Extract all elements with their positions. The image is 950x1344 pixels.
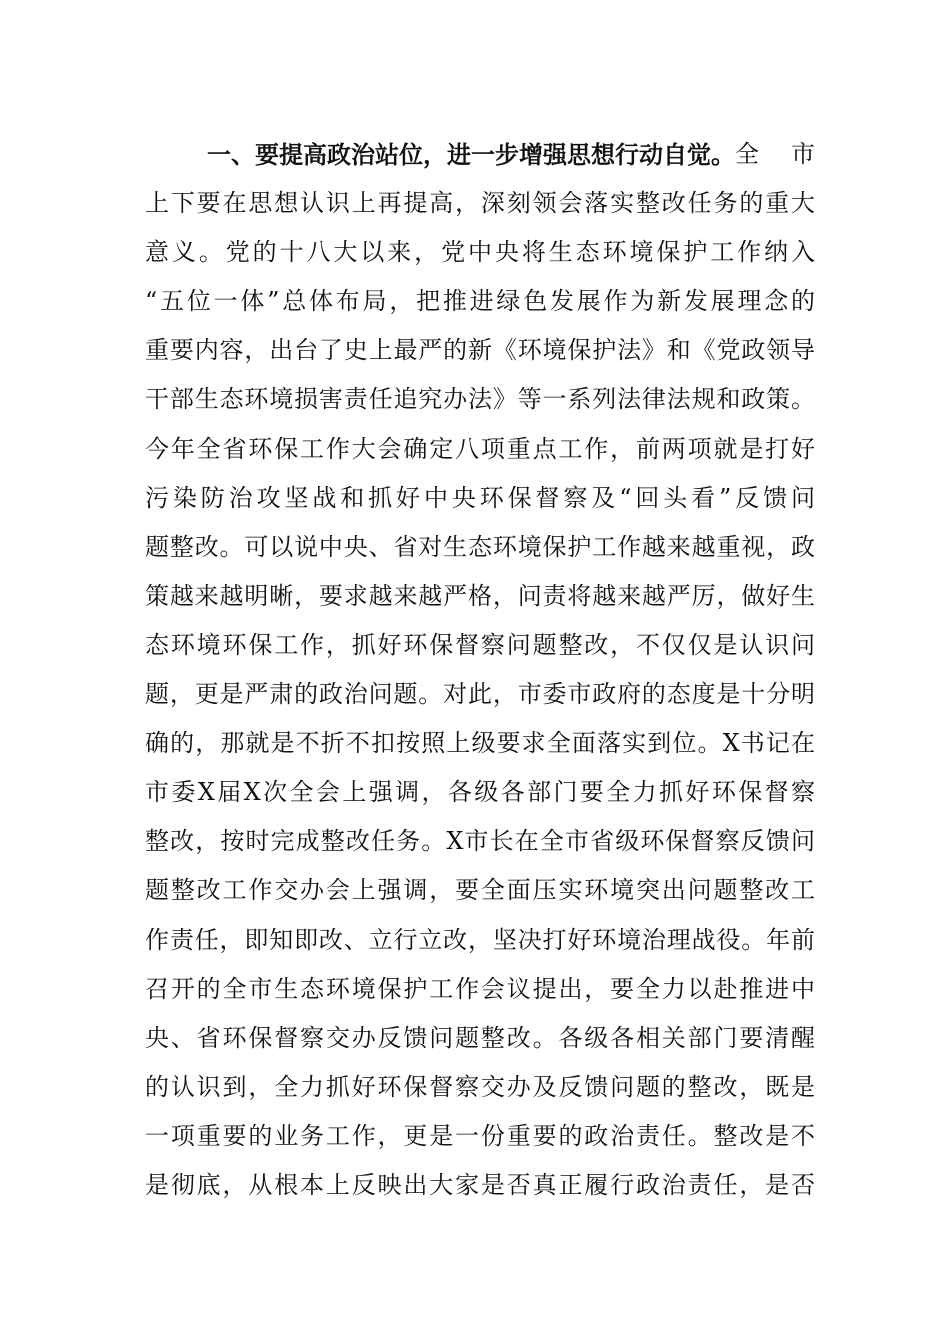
text-line: 重要内容，出台了史上最严的新《环境保护法》和《党政领导 [145,336,815,365]
text-line: 策越来越明晰，要求越来越严格，问责将越来越严厉，做好生 [145,581,815,610]
heading-tail-text: 全市 [735,140,815,168]
section-heading: 一、要提高政治站位，进一步增强思想行动自觉。 [207,140,735,169]
body-text [145,130,815,1210]
text-line: 干部生态环境损害责任追究办法》等一系列法律法规和政策。 [145,385,815,414]
text-line: 一项重要的业务工作，更是一份重要的政治责任。整改是不 [145,1121,815,1150]
paragraph-indent [145,130,207,179]
text-line: 央、省环保督察交办反馈问题整改。各级各相关部门要清醒 [145,1023,815,1052]
text-line: 态环境环保工作，抓好环保督察问题整改，不仅仅是认识问 [145,630,815,659]
paragraph-first-line [145,130,815,179]
text-line: 题整改工作交办会上强调，要全面压实环境突出问题整改工 [145,876,815,905]
text-line: 意义。党的十八大以来，党中央将生态环境保护工作纳入 [145,238,815,267]
text-line: 作责任，即知即改、立行立改，坚决打好环境治理战役。年前 [145,925,815,954]
text-line: 的认识到，全力抓好环保督察交办及反馈问题的整改，既是 [145,1072,815,1101]
text-line: 整改，按时完成整改任务。X市长在全市省级环保督察反馈问 [145,827,815,856]
text-line: 上下要在思想认识上再提高，深刻领会落实整改任务的重大 [145,189,815,218]
text-line: 确的，那就是不折不扣按照上级要求全面落实到位。X书记在 [145,729,815,758]
text-line: 题整改。可以说中央、省对生态环境保护工作越来越重视，政 [145,532,815,561]
text-line: 今年全省环保工作大会确定八项重点工作，前两项就是打好 [145,434,815,463]
text-line: 市委X届X次全会上强调，各级各部门要全力抓好环保督察 [145,778,815,807]
text-line: 召开的全市生态环境保护工作会议提出，要全力以赴推进中 [145,974,815,1003]
text-line: 是彻底，从根本上反映出大家是否真正履行政治责任，是否 [145,1170,815,1199]
text-line: “五位一体”总体布局，把推进绿色发展作为新发展理念的 [145,287,815,316]
text-line: 题，更是严肃的政治问题。对此，市委市政府的态度是十分明 [145,680,815,709]
text-line: 污染防治攻坚战和抓好中央环保督察及“回头看”反馈问 [145,483,815,512]
